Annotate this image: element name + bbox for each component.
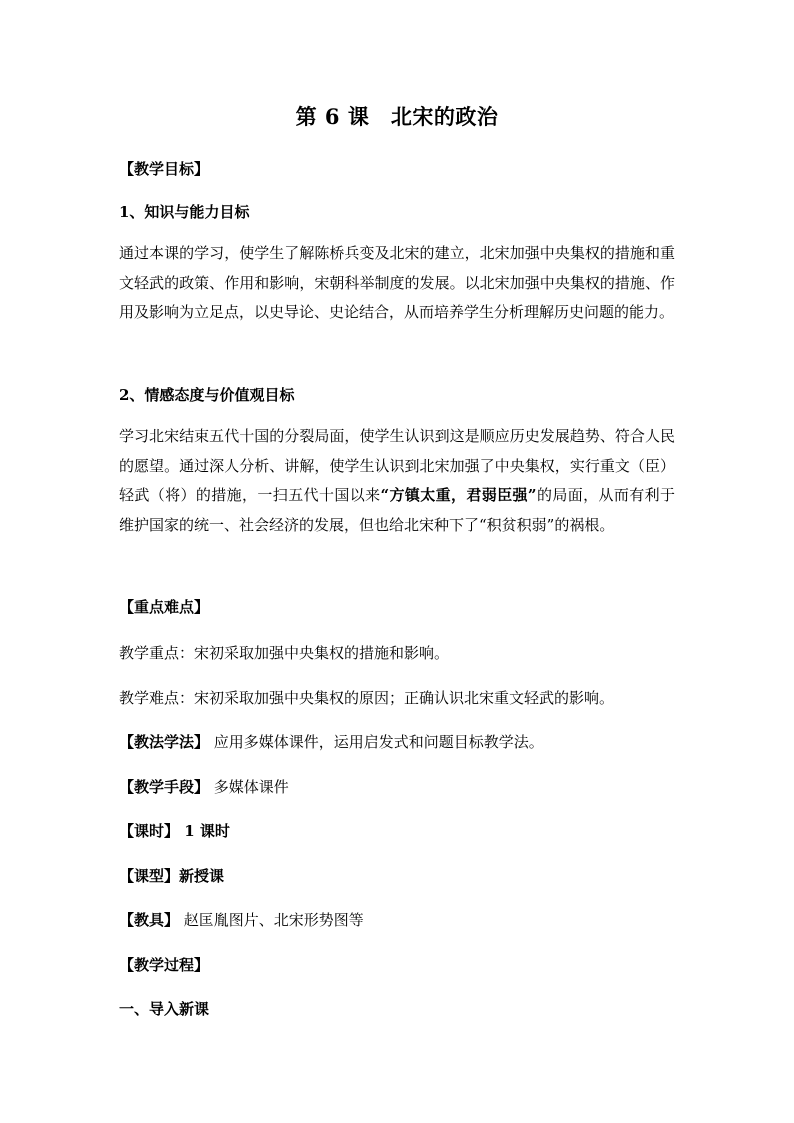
intro-heading: 一、导入新课 [119, 1000, 210, 1018]
process-heading: 【教学过程】 [119, 956, 210, 974]
teaching-means-text: 多媒体课件 [209, 778, 289, 796]
class-hours-text: 1 课时 [179, 822, 230, 840]
lesson-type-text: 新授课 [179, 867, 225, 885]
teaching-difficulty: 教学难点：宋初采取加强中央集权的原因；正确认识北宋重文轻武的影响。 [119, 689, 615, 707]
teaching-tools-text: 赵匡胤图片、北宋形势图等 [179, 911, 364, 929]
objective-1-heading: 1、知识与能力目标 [119, 203, 250, 221]
lesson-type-line [119, 865, 679, 887]
objectives-heading: 【教学目标】 [119, 160, 210, 178]
teaching-tools-line [119, 909, 679, 931]
objective-2-text-part-a: 学习北宋结束五代十国的分裂局面，使学生认识到这是顺应历史发展趋势、符合人民的愿望。通过深人分析、讲解，使学生认识到北宋加强了中央集权，实行重文（臣）轻武（将）的措施，一扫五代十国以来 [119, 427, 675, 504]
teaching-method-label: 【教法学法】 [119, 733, 210, 751]
objective-2-emphasis: “方镇太重，君弱臣强” [380, 486, 537, 504]
class-hours-label: 【课时】 [119, 822, 180, 840]
objective-1-paragraph: 通过本课的学习，使学生了解陈桥兵变及北宋的建立，北宋加强中央集权的措施和重文轻武的政策、作用和影响，宋朝科举制度的发展。以北宋加强中央集权的措施、作用及影响为立足点，以史导论、史论结合，从而培养学生分析理解历史问题的能力。 [119, 244, 675, 321]
teaching-means-line [119, 776, 679, 798]
objective-2-text-part-b: 的局面，从而有利于维护国家的统一、社会经济的发展，但也给北宋种下了“积贫积弱”的祸根。 [119, 486, 675, 534]
teaching-method-text: 应用多媒体课件，运用启发式和问题目标教学法。 [209, 733, 544, 751]
teaching-focus: 教学重点：宋初采取加强中央集权的措施和影响。 [119, 644, 450, 662]
page-title: 第 6 课 北宋的政治 [295, 104, 499, 129]
class-hours-line [119, 820, 679, 842]
keypoints-heading: 【重点难点】 [119, 598, 210, 616]
teaching-means-label: 【教学手段】 [119, 778, 210, 796]
objective-2-heading: 2、情感态度与价值观目标 [119, 386, 295, 404]
teaching-method-line [119, 731, 679, 753]
objective-2-paragraph [119, 422, 675, 540]
teaching-tools-label: 【教具】 [119, 911, 180, 929]
lesson-type-label: 【课型】 [119, 867, 180, 885]
